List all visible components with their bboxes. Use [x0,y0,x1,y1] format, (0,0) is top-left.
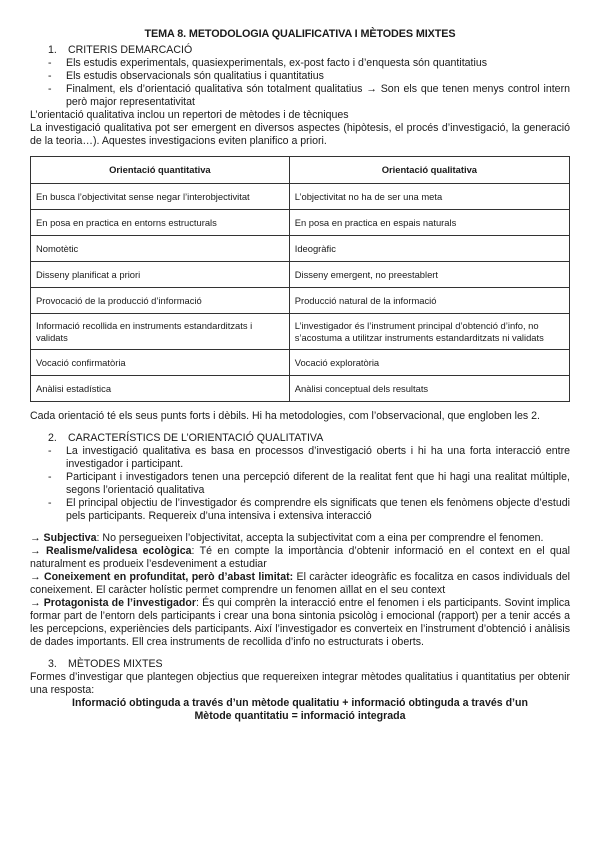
paragraph: Cada orientació té els seus punts forts i dèbils. Hi ha metodologies, com l’observacional, que engloben les 2. [30,410,540,422]
table-header-row [31,157,570,184]
paragraph: La investigació qualitativa pot ser emergent en diversos aspectes (hipòtesis, el procés d’investigació, la generació de la teoria…). Aquestes investigacions eviten planifico a priori. [30,122,570,147]
section-title: CRITERIS DEMARCACIÓ [68,44,193,56]
formula-line: Informació obtinguda a través d’un mètode qualitatiu + informació obtinguda a través d’un [72,697,528,709]
arrow-point: → Protagonista de l’investigador: És qui comprèn la interacció entre el fenomen i els participants. Sovint implica formar part de l’entorn dels participants i crear una bona sintonia psicològ i emocional (rapport) per a tenir accés a les percepcions, experiències dels participants. Així l’investigador es converteix en l’instrument d’obtenció i anàlisis de dades importants. Ell crea instruments de recollida d’info no estructurats i oberts. [30,597,571,648]
section-title: CARACTERÍSTICS DE L’ORIENTACIÓ QUALITATIVA [68,432,324,444]
paragraph: Formes d’investigar que plantegen objectius que requereixen integrar mètodes qualitatius i quantitatius per obtenir una resposta: [30,671,570,696]
column-header: Orientació quantitativa [31,157,290,184]
arrow-point: → Realisme/validesa ecològica: Té en compte la importància d’obtenir informació en el context en el qual naturalment es produeix l’esdeveniment a estudiar [30,545,570,570]
bullet-item: - La investigació qualitativa es basa en processos d’investigació oberts i hi ha una forta interacció entre investigador i participant. [48,445,570,470]
bullet-item: - Participant i investigadors tenen una percepció diferent de la realitat fent que hi hagi una realitat múltiple, segons l’orientació qualitativa [48,471,570,496]
table-cell: L’objectivitat no ha de ser una meta [289,184,569,210]
table-cell: Vocació exploratòria [289,350,569,376]
section-3-heading [48,658,570,671]
table-row [31,184,570,210]
comparison-table [30,156,570,402]
paragraph: L’orientació qualitativa inclou un repertori de mètodes i de tècniques [30,109,349,121]
section-2-heading [48,432,570,445]
table-cell: Informació recollida en instruments estandarditzats i validats [31,314,290,350]
arrow-point: → Coneixement en profunditat, però d’abast limitat: El caràcter ideogràfic es focalitza en casos individuals del coneixement. El caràcter holístic permet comprendre un fenomen aïllat en el seu context [30,571,570,596]
section-number: 2. [48,432,57,444]
table-cell: Disseny emergent, no preestablert [289,262,569,288]
section-title: MÈTODES MIXTES [68,658,163,670]
document-page [30,28,570,723]
table-cell: Ideogràfic [289,236,569,262]
table-cell: En posa en practica en espais naturals [289,210,569,236]
column-header: Orientació qualitativa [289,157,569,184]
table-cell: Nomotètic [31,236,290,262]
table-row [31,288,570,314]
section-1-heading [48,44,570,57]
table-row [31,236,570,262]
arrow-point: → Subjectiva: No persegueixen l’objectivitat, accepta la subjectivitat com a eina per comprendre el fenomen. [30,532,544,544]
formula-line: Mètode quantitatiu = informació integrada [194,710,406,722]
section-number: 1. [48,44,57,56]
table-row [31,210,570,236]
document-title: TEMA 8. METODOLOGIA QUALIFICATIVA I MÈTODES MIXTES [144,28,456,40]
table-cell: L’investigador és l’instrument principal d’obtenció d’info, no s’acostuma a utilitzar instruments estandarditzats ni validats [289,314,569,350]
table-cell: En busca l’objectivitat sense negar l’interobjectivitat [31,184,290,210]
bullet-item: - El principal objectiu de l’investigador és comprendre els significats que tenen els fenòmens objecte d’estudi pels participants. Requereix d’una intensiva i extensiva interacció [48,497,570,522]
table-cell: Producció natural de la informació [289,288,569,314]
bullet-item: - Els estudis observacionals són qualitatius i quantitatius [48,70,324,82]
table-row [31,314,570,350]
table-row [31,262,570,288]
table-cell: En posa en practica en entorns estructurals [31,210,290,236]
bullet-item: - Finalment, els d’orientació qualitativa són totalment qualitatius → Son els que tenen menys control intern però major representativitat [48,83,570,108]
section-number: 3. [48,658,57,670]
bullet-item: - Els estudis experimentals, quasiexperimentals, ex-post facto i d’enquesta són quantitatius [48,57,488,69]
table-cell: Provocació de la producció d’informació [31,288,290,314]
table-cell: Anàlisi conceptual dels resultats [289,376,569,402]
table-row [31,350,570,376]
table-cell: Disseny planificat a priori [31,262,290,288]
table-cell: Vocació confirmatòria [31,350,290,376]
table-cell: Anàlisi estadística [31,376,290,402]
table-row [31,376,570,402]
